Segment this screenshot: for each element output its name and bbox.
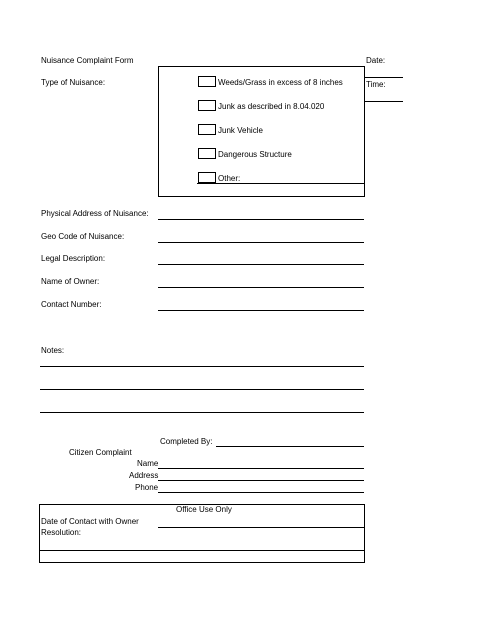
notes-line-2[interactable] <box>40 389 364 390</box>
date-field[interactable] <box>364 77 403 78</box>
legal-description-label: Legal Description: <box>41 254 106 263</box>
option-junk-vehicle-label: Junk Vehicle <box>218 126 263 135</box>
date-label: Date: <box>366 56 386 65</box>
resolution-field[interactable] <box>40 550 364 551</box>
owner-name-label: Name of Owner: <box>41 277 100 286</box>
physical-address-field[interactable] <box>158 219 364 220</box>
geo-code-label: Geo Code of Nuisance: <box>41 232 125 241</box>
physical-address-label: Physical Address of Nuisance: <box>41 209 149 218</box>
option-junk-label: Junk as described in 8.04.020 <box>218 102 325 111</box>
geo-code-field[interactable] <box>158 242 364 243</box>
type-of-nuisance-label: Type of Nuisance: <box>41 78 106 87</box>
option-other-label: Other: <box>218 174 241 183</box>
other-checkbox[interactable] <box>198 172 216 183</box>
junk-vehicle-checkbox[interactable] <box>198 124 216 135</box>
option-dangerous-structure-label: Dangerous Structure <box>218 150 292 159</box>
date-of-contact-field[interactable] <box>158 527 364 528</box>
time-field[interactable] <box>364 101 403 102</box>
notes-line-1[interactable] <box>40 366 364 367</box>
name-field[interactable] <box>158 468 364 469</box>
citizen-complaint-label: Citizen Complaint <box>69 448 132 457</box>
other-underline <box>197 183 364 184</box>
notes-line-3[interactable] <box>40 412 364 413</box>
address-label: Address <box>129 471 159 480</box>
dangerous-structure-checkbox[interactable] <box>198 148 216 159</box>
contact-number-field[interactable] <box>158 310 364 311</box>
date-of-contact-label: Date of Contact with Owner <box>41 517 139 526</box>
name-label: Name <box>137 459 159 468</box>
completed-by-field[interactable] <box>216 446 364 447</box>
option-weeds-label: Weeds/Grass in excess of 8 inches <box>218 78 343 87</box>
owner-name-field[interactable] <box>158 287 364 288</box>
phone-label: Phone <box>135 483 159 492</box>
address-field[interactable] <box>158 480 364 481</box>
phone-field[interactable] <box>158 492 364 493</box>
time-label: Time: <box>366 80 386 89</box>
completed-by-label: Completed By: <box>160 437 213 446</box>
office-use-only-label: Office Use Only <box>176 505 232 514</box>
contact-number-label: Contact Number: <box>41 300 102 309</box>
weeds-checkbox[interactable] <box>198 76 216 87</box>
notes-label: Notes: <box>41 346 65 355</box>
legal-description-field[interactable] <box>158 264 364 265</box>
resolution-label: Resolution: <box>41 528 82 537</box>
junk-checkbox[interactable] <box>198 100 216 111</box>
form-title: Nuisance Complaint Form <box>41 56 134 65</box>
